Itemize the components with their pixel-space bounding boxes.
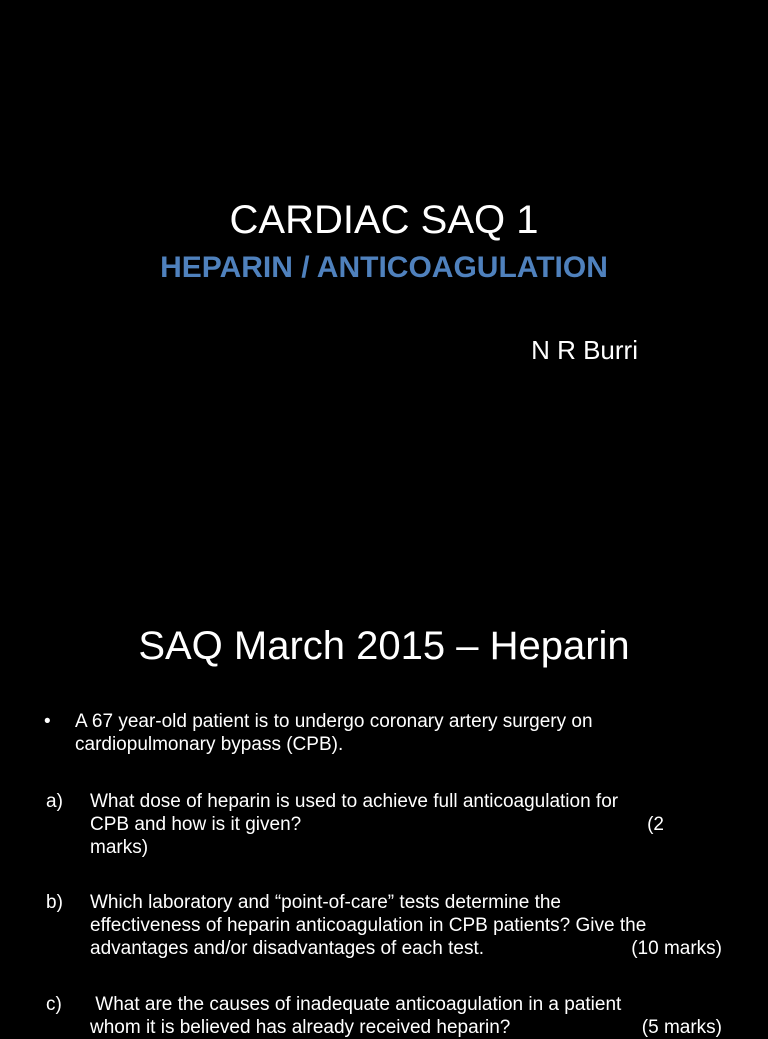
scenario-line: A 67 year-old patient is to undergo coronary artery surgery on <box>75 711 593 732</box>
question-line-text: advantages and/or disadvantages of each test. <box>90 938 484 959</box>
question-marks: (5 marks) <box>641 1017 722 1038</box>
question-marks: (2 <box>647 814 664 835</box>
bullet-marker: • <box>44 711 51 732</box>
author-name: N R Burri <box>531 335 638 365</box>
question-marker: b) <box>46 892 63 913</box>
question-b <box>46 891 726 960</box>
scenario-bullet <box>44 710 724 756</box>
question-line <box>90 813 676 836</box>
question-c <box>46 993 726 1039</box>
question-marks: (10 marks) <box>631 938 722 959</box>
question-line <box>90 1016 722 1039</box>
question-text <box>90 891 726 960</box>
question-slide <box>0 576 768 1038</box>
question-line: What are the causes of inadequate anticoagulation in a patient <box>90 994 622 1015</box>
question-marker: a) <box>46 791 63 812</box>
question-line: What dose of heparin is used to achieve full anticoagulation for <box>90 791 619 812</box>
question-text <box>90 790 726 859</box>
question-line <box>90 937 722 960</box>
question-text <box>90 993 726 1039</box>
slide-title: SAQ March 2015 – Heparin <box>138 624 630 668</box>
scenario-text <box>75 710 724 756</box>
question-line: Which laboratory and “point-of-care” tests determine the <box>90 892 561 913</box>
scenario-line: cardiopulmonary bypass (CPB). <box>75 734 344 755</box>
question-line: marks) <box>90 837 149 858</box>
question-line-text: CPB and how is it given? <box>90 814 302 835</box>
question-a <box>46 790 726 859</box>
slide-subtitle: HEPARIN / ANTICOAGULATION <box>160 251 608 284</box>
question-line: effectiveness of heparin anticoagulation in CPB patients? Give the <box>90 915 647 936</box>
question-line-text: whom it is believed has already received heparin? <box>90 1017 511 1038</box>
slide-title: CARDIAC SAQ 1 <box>229 198 539 242</box>
question-marker: c) <box>46 994 62 1015</box>
